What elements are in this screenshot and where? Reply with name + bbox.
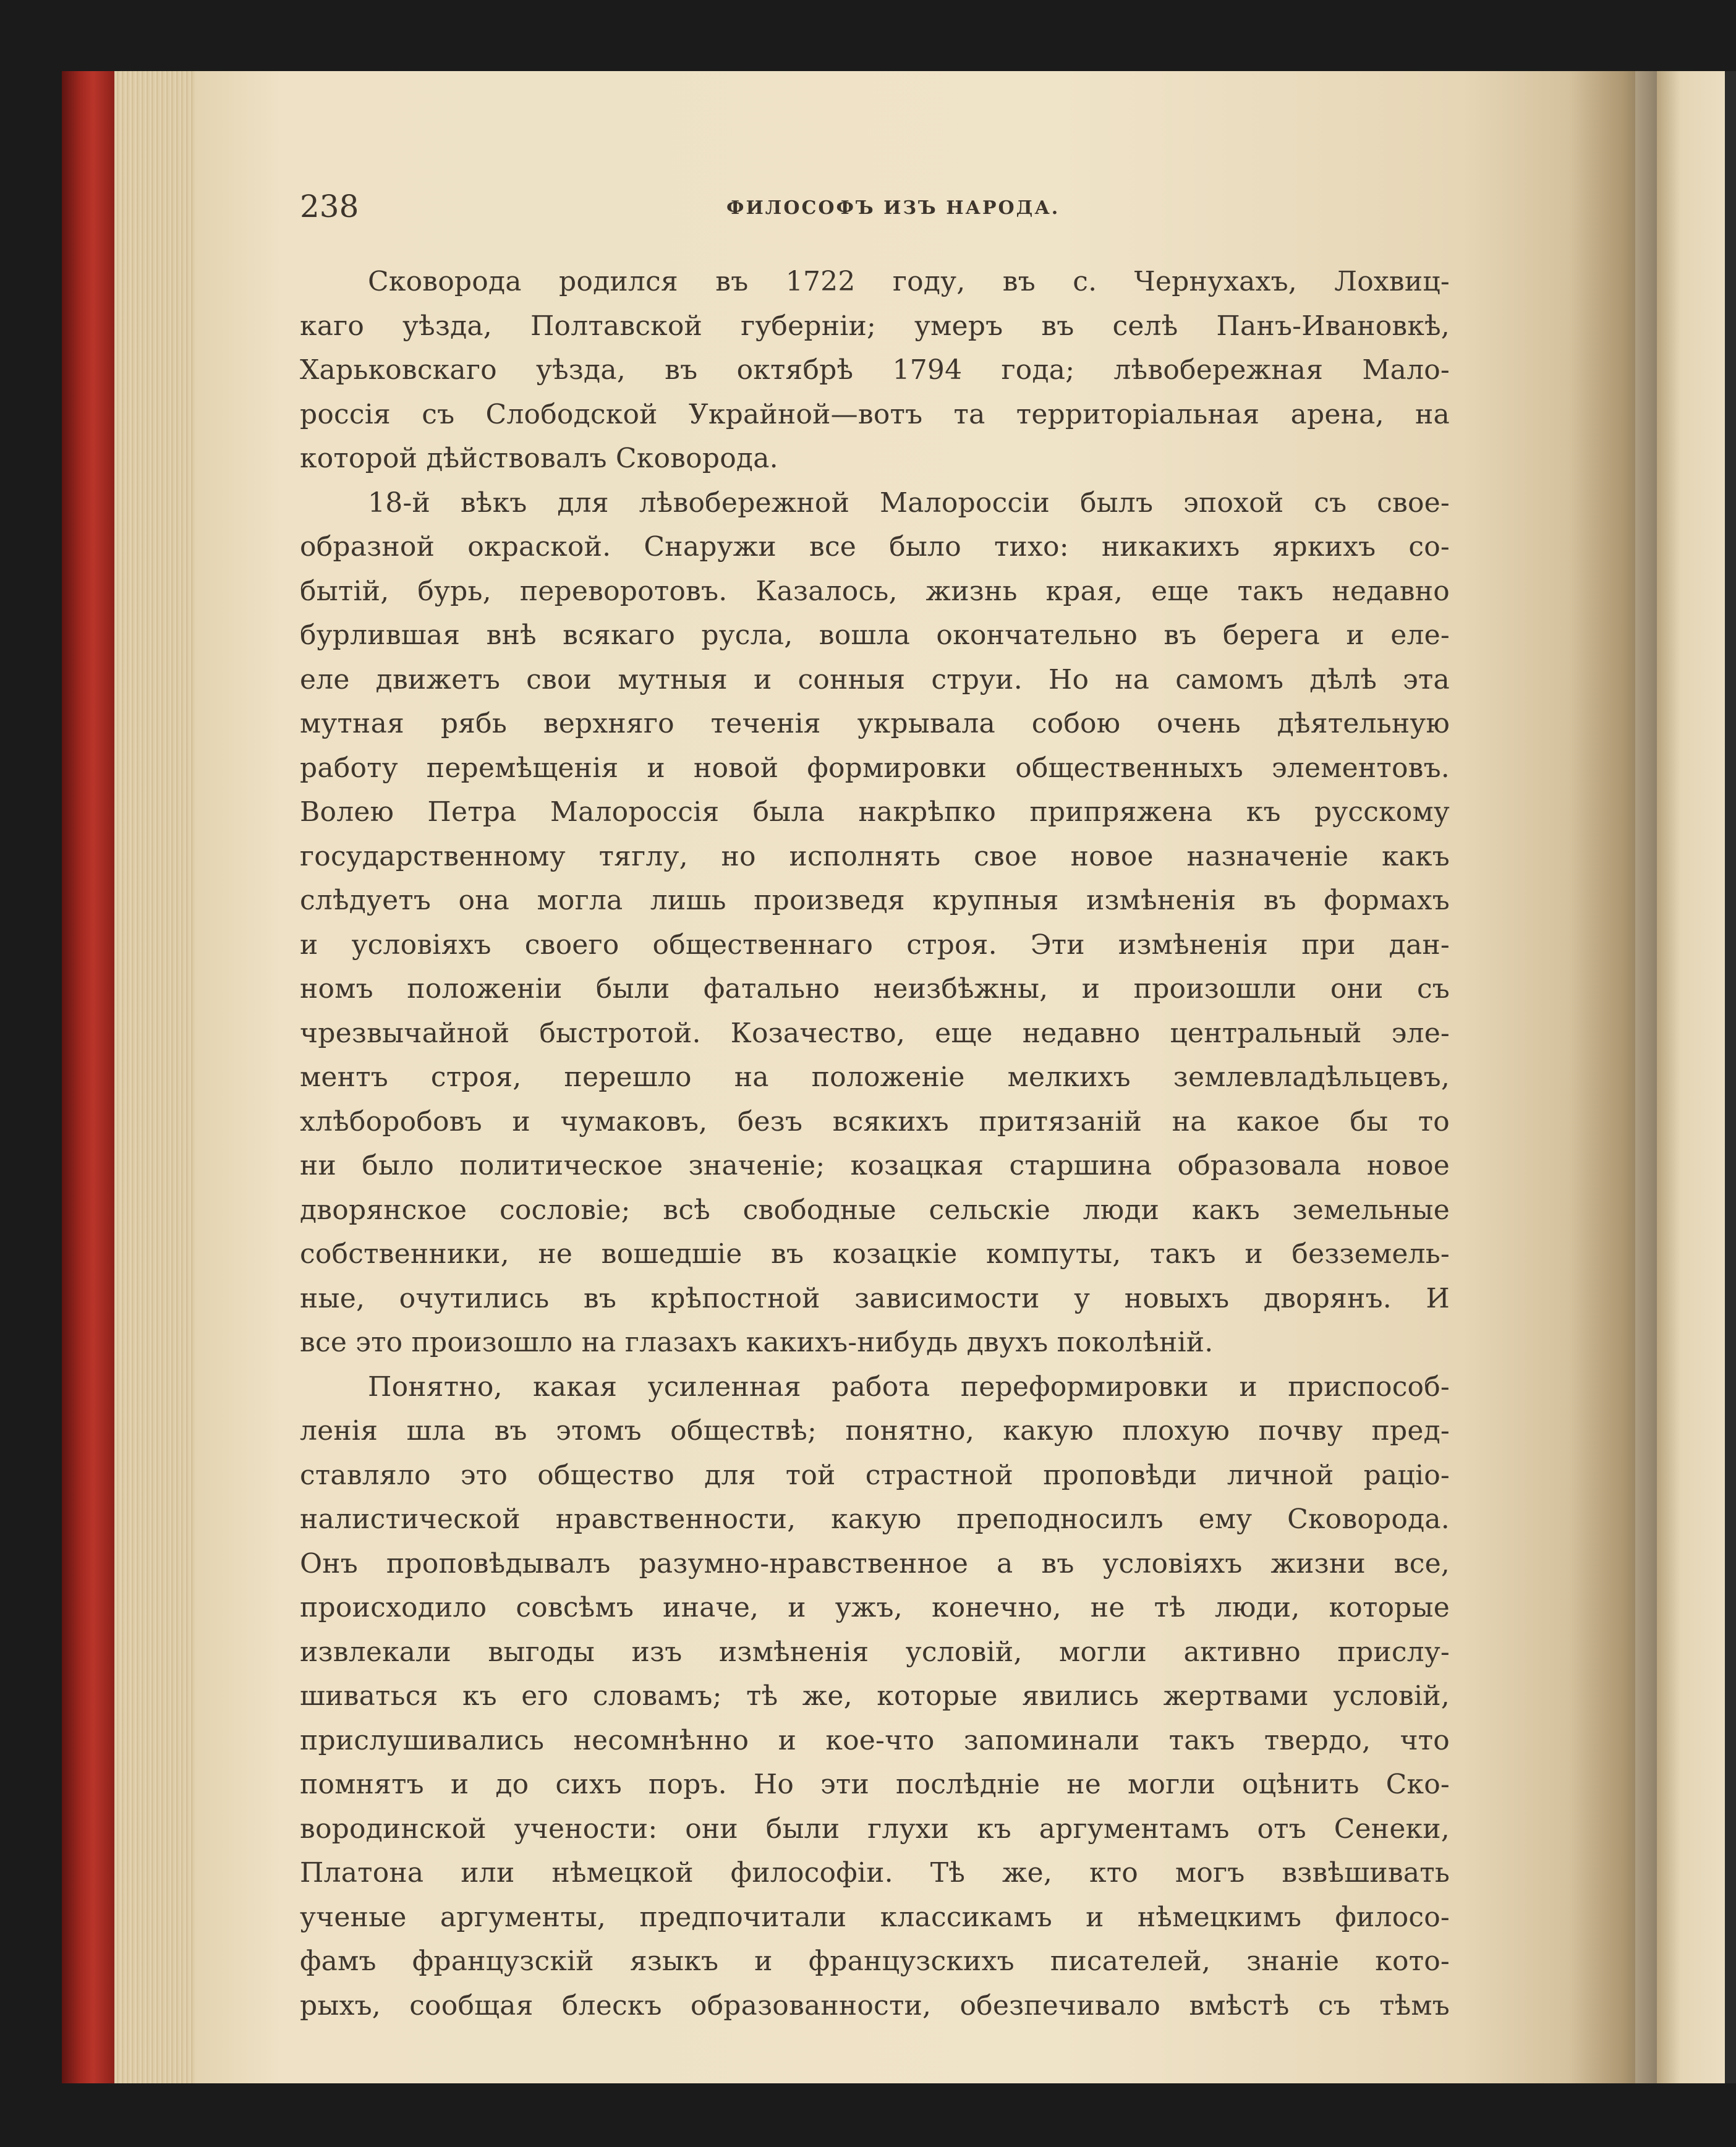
text-line: государственному тяглу, но исполнять свое новое назначеніе какъ bbox=[300, 840, 1450, 872]
facing-page-edge bbox=[1657, 71, 1736, 2083]
text-line: ные, очутились въ крѣпостной зависимости у новыхъ дворянъ. И bbox=[300, 1282, 1450, 1314]
text-line: собственники, не вошедшіе въ козацкіе компуты, такъ и безземель- bbox=[300, 1238, 1450, 1270]
text-line: Онъ проповѣдывалъ разумно-нравственное а въ условіяхъ жизни все, bbox=[300, 1547, 1450, 1579]
text-line: каго уѣзда, Полтавской губерніи; умеръ въ селѣ Панъ-Ивановкѣ, bbox=[300, 310, 1450, 342]
text-line: ставляло это общество для той страстной проповѣди личной раціо- bbox=[300, 1459, 1450, 1491]
paragraph bbox=[300, 1365, 1450, 2028]
paragraph bbox=[300, 481, 1450, 1365]
text-line: и условіяхъ своего общественнаго строя. Эти измѣненія при дан- bbox=[300, 929, 1450, 961]
red-book-binding bbox=[62, 71, 114, 2083]
text-line: налистической нравственности, какую преподносилъ ему Сковорода. bbox=[300, 1503, 1450, 1535]
body-text bbox=[300, 260, 1450, 2028]
text-line: шиваться къ его словамъ; тѣ же, которые явились жертвами условій, bbox=[300, 1680, 1450, 1712]
text-line: которой дѣйствовалъ Сковорода. bbox=[300, 443, 778, 474]
text-line: помнятъ и до сихъ поръ. Но эти послѣдніе не могли оцѣнить Ско- bbox=[300, 1769, 1450, 1800]
text-line: образной окраской. Снаружи все было тихо: никакихъ яркихъ со- bbox=[300, 531, 1450, 563]
text-line: 18-й вѣкъ для лѣвобережной Малороссіи былъ эпохой съ свое- bbox=[368, 487, 1450, 519]
text-line: бурлившая внѣ всякаго русла, вошла окончательно въ берега и еле- bbox=[300, 619, 1450, 651]
text-line: номъ положеніи были фатально неизбѣжны, и произошли они съ bbox=[300, 973, 1450, 1005]
text-line: Платона или нѣмецкой философіи. Тѣ же, кто могъ взвѣшивать bbox=[300, 1857, 1450, 1889]
text-line: прислушивались несомнѣнно и кое-что запоминали такъ твердо, что bbox=[300, 1724, 1450, 1756]
text-line: вородинской учености: они были глухи къ аргументамъ отъ Сенеки, bbox=[300, 1813, 1450, 1845]
text-line: ученые аргументы, предпочитали классикамъ и нѣмецкимъ филосо- bbox=[300, 1901, 1450, 1933]
page-number: 238 bbox=[300, 189, 359, 224]
text-line: Волею Петра Малороссія была накрѣпко припряжена къ русскому bbox=[300, 796, 1450, 828]
text-line: бытій, бурь, переворотовъ. Казалось, жизнь края, еще такъ недавно bbox=[300, 575, 1450, 607]
running-head bbox=[300, 189, 1447, 226]
text-line: Сковорода родился въ 1722 году, въ с. Чернухахъ, Лохвиц- bbox=[368, 266, 1450, 297]
text-line: извлекали выгоды изъ измѣненія условій, могли активно прислу- bbox=[300, 1636, 1450, 1668]
paragraph bbox=[300, 260, 1450, 481]
text-line: происходило совсѣмъ иначе, и ужъ, конечно, не тѣ люди, которые bbox=[300, 1592, 1450, 1623]
text-line: фамъ французскій языкъ и французскихъ писателей, знаніе кото- bbox=[300, 1945, 1450, 1977]
text-line: все это произошло на глазахъ какихъ-нибудь двухъ поколѣній. bbox=[300, 1327, 1214, 1358]
running-title: ФИЛОСОФЪ ИЗЪ НАРОДА. bbox=[726, 197, 1060, 219]
text-line: работу перемѣщенія и новой формировки общественныхъ элементовъ. bbox=[300, 752, 1450, 784]
text-line: чрезвычайной быстротой. Козачество, еще недавно центральный эле- bbox=[300, 1017, 1450, 1049]
page-edges-left bbox=[114, 71, 195, 2083]
text-line: слѣдуетъ она могла лишь произведя крупныя измѣненія въ формахъ bbox=[300, 885, 1450, 916]
text-line: россія съ Слободской Украйной—вотъ та территоріальная арена, на bbox=[300, 398, 1450, 430]
text-line: хлѣборобовъ и чумаковъ, безъ всякихъ притязаній на какое бы то bbox=[300, 1105, 1450, 1137]
facing-page-border bbox=[1725, 71, 1736, 2083]
text-line: дворянское сословіе; всѣ свободные сельскіе люди какъ земельные bbox=[300, 1194, 1450, 1226]
text-line: мутная рябь верхняго теченія укрывала собою очень дѣятельную bbox=[300, 708, 1450, 739]
text-line: ни было политическое значеніе; козацкая старшина образовала новое bbox=[300, 1150, 1450, 1181]
gutter-shadow bbox=[1570, 71, 1657, 2083]
text-line: еле движетъ свои мутныя и сонныя струи. Но на самомъ дѣлѣ эта bbox=[300, 663, 1450, 695]
text-line: рыхъ, сообщая блескъ образованности, обезпечивало вмѣстѣ съ тѣмъ bbox=[300, 1989, 1450, 2022]
text-line: ленія шла въ этомъ обществѣ; понятно, какую плохую почву пред- bbox=[300, 1415, 1450, 1447]
text-line: Харьковскаго уѣзда, въ октябрѣ 1794 года; лѣвобережная Мало- bbox=[300, 354, 1450, 386]
text-line: ментъ строя, перешло на положеніе мелкихъ землевладѣльцевъ, bbox=[300, 1061, 1450, 1093]
text-line: Понятно, какая усиленная работа переформировки и приспособ- bbox=[368, 1371, 1450, 1403]
